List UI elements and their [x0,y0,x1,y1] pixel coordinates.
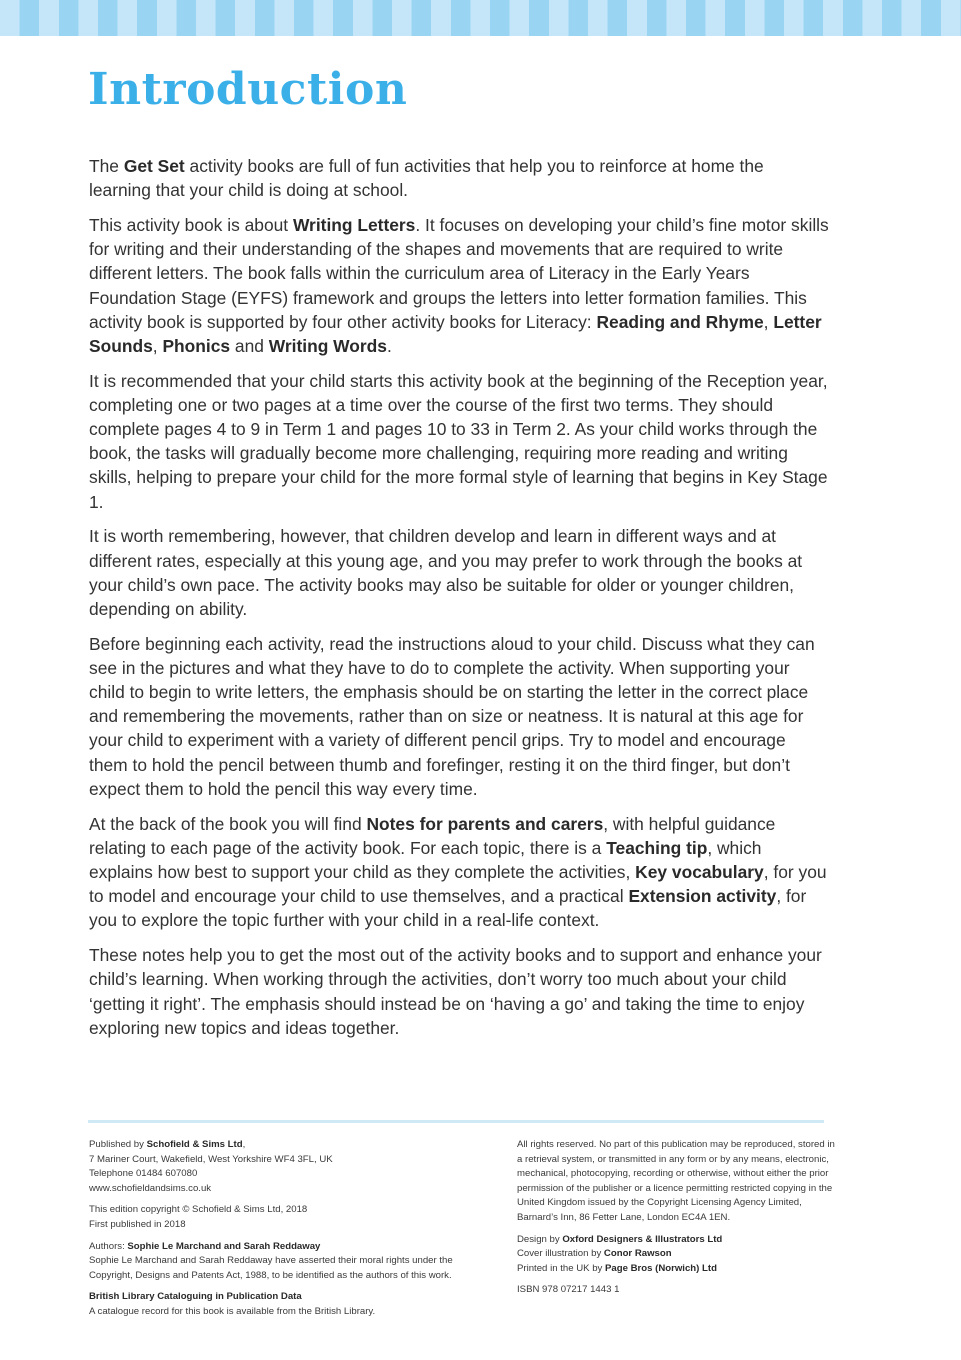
bold-teaching-tip: Teaching tip [606,837,708,858]
cataloguing-heading: British Library Cataloguing in Publication Data [89,1291,302,1303]
publisher-website: www.schofieldandsims.co.uk [89,1182,212,1194]
footer-publisher-info [89,1138,489,1327]
authors-block: Authors: Sophie Le Marchand and Sarah Reddaway Sophie Le Marchand and Sarah Reddaway have asserted their moral rights under the Copyright, Designs and Patents Act, 1988, to be identified as the authors of this work. [89,1240,453,1281]
credits-block: Design by Oxford Designers & Illustrators Ltd Cover illustration by Conor Rawson Printed in the UK by Page Bros (Norwich) Ltd [517,1233,723,1274]
isbn: ISBN 978 07217 1443 1 [517,1284,620,1296]
moral-rights: Sophie Le Marchand and Sarah Reddaway have asserted their moral rights under the Copyright, Designs and Patents Act, 1988, to be identified as the authors of this work. [89,1255,453,1281]
edition-copyright: This edition copyright © Schofield & Sims Ltd, 2018 [89,1204,308,1216]
bold-reading-and-rhyme: Reading and Rhyme [596,311,764,332]
cataloguing-text: A catalogue record for this book is available from the British Library. [89,1305,376,1317]
footer-rights-info [517,1138,837,1305]
printer-name: Page Bros (Norwich) Ltd [605,1262,717,1274]
paragraph-recommendation: It is recommended that your child starts this activity book at the beginning of the Reception year, completing one or two pages at a time over the course of the first two terms. They should complete pages 4 to 9 in Term 1 and pages 10 to 33 in Term 2. As your child works through the book, the tasks will gradually become more challenging, requiring more reading and writing skills, helping to prepare your child for the more formal style of learning that begins in Key Stage 1. [89,370,828,512]
rights-reserved: All rights reserved. No part of this publication may be reproduced, stored in a retrieval system, or transmitted in any form or by any means, electronic, mechanical, photocopying, recording or otherwise, without either the prior permission of the publisher or a licence permitting restricted copying in the United Kingdom issued by the Copyright Licensing Agency Limited, Barnard’s Inn, 86 Fetter Lane, London EC4A 1EN. [517,1139,835,1223]
bold-get-set: Get Set [123,156,185,176]
paragraph-before-beginning: Before beginning each activity, read the instructions aloud to your child. Discuss what they can see in the pictures and what they have to do to complete the activity. When supporting your child to begin to write letters, the emphasis should be on starting the letter in the correct place and remembering the movements, rather than on size or neatness. It is natural at this age for your child to experiment with a variety of different pencil grips. Try to model and encourage them to hold the pencil between thumb and forefinger, resting it on the third finger, but don’t expect them to hold the pencil this way every time. [89,633,815,799]
paragraph-get-set: The Get Set activity books are full of fun activities that help you to reinforce at home the learning that your child is doing at school. [89,156,764,201]
bold-writing-words: Writing Words [268,335,387,356]
bold-letter-sounds: Letter Sounds [89,311,822,356]
cover-artist: Conor Rawson [603,1248,672,1260]
paragraph-writing-letters: This activity book is about Writing Letters. It focuses on developing your child’s fine motor skills for writing and their understanding of the shapes and movements that are required to write different letters. The book falls within the curriculum area of Literacy in the Early Years Foundation Stage (EYFS) framework and groups the letters into letter formation families. This activity book is supported by four other activity books for Literacy: Reading and Rhyme, Letter Sounds, Phonics and Writing Words. [89,214,829,356]
decorative-stripe-band [0,0,961,36]
publisher-telephone: Telephone 01484 607080 [89,1168,198,1180]
paragraph-notes: At the back of the book you will find Notes for parents and carers, with helpful guidance relating to each page of the activity book. For each topic, there is a Teaching tip, which explains how best to support your child as they complete the activities, Key vocabulary, for you to model and encourage your child to use themselves, and a practical Extension activity, for you to explore the topic further with your child in a real-life context. [89,813,827,931]
publisher-address: 7 Mariner Court, Wakefield, West Yorkshire WF4 3FL, UK [89,1153,333,1165]
authors-names: Sophie Le Marchand and Sarah Reddaway [127,1240,321,1252]
designer-name: Oxford Designers & Illustrators Ltd [562,1233,723,1245]
bold-writing-letters: Writing Letters [292,214,416,235]
bold-key-vocabulary: Key vocabulary [635,861,764,882]
publisher-name: Schofield & Sims Ltd [146,1139,243,1150]
copyright-block [89,1203,489,1232]
first-published: First published in 2018 [89,1218,186,1230]
bold-phonics: Phonics [162,335,231,356]
page-title: Introduction [88,64,408,115]
paragraph-development: It is worth remembering, however, that children develop and learn in different ways and at different rates, especially at this young age, and you may prefer to work through the books at your child’s own pace. The activity books may also be suitable for older or younger children, depending on ability. [89,526,803,619]
bold-extension-activity: Extension activity [628,886,777,907]
paragraph-closing: These notes help you to get the most out of the activity books and to support and enhance your child’s learning. When working through the activities, don’t worry too much about your child ‘getting it right’. The emphasis should instead be on ‘having a go’ and taking the time to enjoy exploring new topics and ideas together. [89,945,822,1038]
publisher-block: Published by Schofield & Sims Ltd, 7 Mariner Court, Wakefield, West Yorkshire WF4 3FL, UK Telephone 01484 607080 www.schofieldandsims.co.uk [89,1139,333,1194]
bold-notes-for-parents: Notes for parents and carers [366,813,604,834]
introduction-body [89,154,829,1050]
cataloguing-block [89,1290,489,1319]
footer-divider [88,1120,824,1123]
